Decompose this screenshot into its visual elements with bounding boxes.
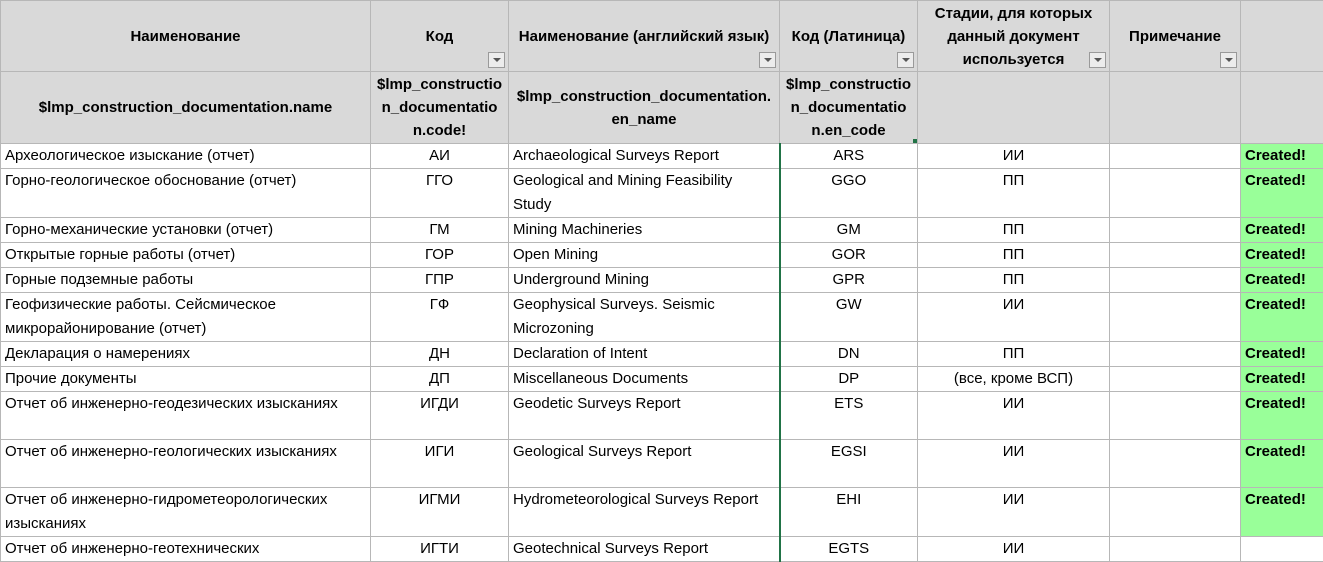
cell-code[interactable]: ГГО: [371, 169, 509, 218]
cell-status[interactable]: Created!: [1241, 488, 1323, 537]
cell-en-code[interactable]: EGSI: [780, 440, 918, 488]
filter-dropdown-icon[interactable]: [759, 52, 776, 68]
cell-en-name[interactable]: Geological Surveys Report: [509, 440, 780, 488]
table-row: [1, 392, 1323, 440]
cell-status[interactable]: [1241, 537, 1323, 562]
field-code-label: $lmp_construction_documentation.code!: [377, 76, 502, 139]
field-row: [1, 72, 1323, 144]
cell-code[interactable]: ГПР: [371, 268, 509, 293]
cell-status[interactable]: Created!: [1241, 367, 1323, 392]
cell-note[interactable]: [1110, 243, 1241, 268]
cell-note[interactable]: [1110, 169, 1241, 218]
cell-note[interactable]: [1110, 218, 1241, 243]
cell-name[interactable]: Отчет об инженерно-геологических изысканиях: [1, 440, 371, 488]
cell-status[interactable]: Created!: [1241, 268, 1323, 293]
table-row: [1, 243, 1323, 268]
cell-name[interactable]: Горно-механические установки (отчет): [1, 218, 371, 243]
header-stages-label: Стадии, для которых данный документ используется: [935, 5, 1093, 68]
cell-en-code[interactable]: DP: [780, 367, 918, 392]
cell-en-code[interactable]: EHI: [780, 488, 918, 537]
field-note[interactable]: [1110, 72, 1241, 144]
cell-name[interactable]: Открытые горные работы (отчет): [1, 243, 371, 268]
header-note[interactable]: [1110, 1, 1241, 72]
table-row: [1, 268, 1323, 293]
field-stages[interactable]: [918, 72, 1110, 144]
cell-stage[interactable]: ИИ: [918, 537, 1110, 562]
cell-stage[interactable]: ИИ: [918, 293, 1110, 342]
table-row: [1, 293, 1323, 342]
table-row: [1, 169, 1323, 218]
cell-status[interactable]: Created!: [1241, 440, 1323, 488]
cell-status[interactable]: Created!: [1241, 243, 1323, 268]
header-code[interactable]: [371, 1, 509, 72]
table-row: [1, 218, 1323, 243]
cell-status[interactable]: Created!: [1241, 169, 1323, 218]
cell-stage[interactable]: ИИ: [918, 488, 1110, 537]
cell-en-name[interactable]: Geodetic Surveys Report: [509, 392, 780, 440]
cell-note[interactable]: [1110, 537, 1241, 562]
header-stages[interactable]: [918, 1, 1110, 72]
cell-stage[interactable]: (все, кроме ВСП): [918, 367, 1110, 392]
header-en-code-label: Код (Латиница): [792, 28, 906, 45]
filter-dropdown-icon[interactable]: [1220, 52, 1237, 68]
cell-note[interactable]: [1110, 440, 1241, 488]
cell-en-code[interactable]: GGO: [780, 169, 918, 218]
cell-code[interactable]: ГОР: [371, 243, 509, 268]
cell-en-name[interactable]: Open Mining: [509, 243, 780, 268]
cell-status[interactable]: Created!: [1241, 144, 1323, 169]
field-en-code-label: $lmp_construction_documentation.en_code: [786, 76, 911, 139]
cell-name[interactable]: Археологическое изыскание (отчет): [1, 144, 371, 169]
table-row: [1, 342, 1323, 367]
cell-stage[interactable]: ИИ: [918, 392, 1110, 440]
header-name[interactable]: [1, 1, 371, 72]
cell-en-name[interactable]: Mining Machineries: [509, 218, 780, 243]
cell-name[interactable]: Отчет об инженерно-геодезических изысканиях: [1, 392, 371, 440]
cell-note[interactable]: [1110, 342, 1241, 367]
header-name-label: Наименование: [130, 28, 240, 45]
cell-en-name[interactable]: Geotechnical Surveys Report: [509, 537, 780, 562]
field-status[interactable]: [1241, 72, 1323, 144]
header-code-label: Код: [426, 28, 454, 45]
table-row: [1, 144, 1323, 169]
cell-status[interactable]: Created!: [1241, 293, 1323, 342]
cell-stage[interactable]: ПП: [918, 169, 1110, 218]
table-row: [1, 440, 1323, 488]
cell-code[interactable]: ДП: [371, 367, 509, 392]
cell-stage[interactable]: ПП: [918, 342, 1110, 367]
header-row: [1, 1, 1323, 72]
cell-en-code[interactable]: GM: [780, 218, 918, 243]
cell-en-name[interactable]: Hydrometeorological Surveys Report: [509, 488, 780, 537]
field-name[interactable]: [1, 72, 371, 144]
cell-en-code[interactable]: EGTS: [780, 537, 918, 562]
cell-en-code[interactable]: ARS: [780, 144, 918, 169]
cell-en-name[interactable]: Geophysical Surveys. Seismic Microzoning: [509, 293, 780, 342]
cell-stage[interactable]: ПП: [918, 243, 1110, 268]
cell-note[interactable]: [1110, 392, 1241, 440]
cell-en-name[interactable]: Underground Mining: [509, 268, 780, 293]
cell-status[interactable]: Created!: [1241, 218, 1323, 243]
cell-en-name[interactable]: Geological and Mining Feasibility Study: [509, 169, 780, 218]
cell-status[interactable]: Created!: [1241, 342, 1323, 367]
field-code[interactable]: [371, 72, 509, 144]
cell-en-name[interactable]: Archaeological Surveys Report: [509, 144, 780, 169]
cell-en-code[interactable]: GOR: [780, 243, 918, 268]
cell-note[interactable]: [1110, 488, 1241, 537]
cell-stage[interactable]: ИИ: [918, 144, 1110, 169]
cell-name[interactable]: Декларация о намерениях: [1, 342, 371, 367]
cell-en-name[interactable]: Declaration of Intent: [509, 342, 780, 367]
filter-dropdown-icon[interactable]: [1089, 52, 1106, 68]
cell-code[interactable]: ГФ: [371, 293, 509, 342]
cell-code[interactable]: ИГТИ: [371, 537, 509, 562]
header-en-name-label: Наименование (английский язык): [519, 28, 769, 45]
cell-code[interactable]: ИГДИ: [371, 392, 509, 440]
cell-name[interactable]: Отчет об инженерно-гидрометеорологических изысканиях: [1, 488, 371, 537]
cell-note[interactable]: [1110, 144, 1241, 169]
table-row: [1, 367, 1323, 392]
cell-name[interactable]: Горно-геологическое обоснование (отчет): [1, 169, 371, 218]
cell-en-code[interactable]: ETS: [780, 392, 918, 440]
cell-stage[interactable]: ИИ: [918, 440, 1110, 488]
field-en-code[interactable]: [780, 72, 918, 144]
cell-en-name[interactable]: Miscellaneous Documents: [509, 367, 780, 392]
field-en-name-label: $lmp_construction_documentation.en_name: [517, 88, 771, 128]
cell-en-code[interactable]: GW: [780, 293, 918, 342]
cell-code[interactable]: АИ: [371, 144, 509, 169]
cell-code[interactable]: ИГИ: [371, 440, 509, 488]
cell-note[interactable]: [1110, 367, 1241, 392]
header-en-code[interactable]: [780, 1, 918, 72]
cell-name[interactable]: Геофизические работы. Сейсмическое микрорайонирование (отчет): [1, 293, 371, 342]
cell-stage[interactable]: ПП: [918, 218, 1110, 243]
cell-en-code[interactable]: DN: [780, 342, 918, 367]
cell-note[interactable]: [1110, 268, 1241, 293]
cell-note[interactable]: [1110, 293, 1241, 342]
table-row: [1, 488, 1323, 537]
cell-status[interactable]: Created!: [1241, 392, 1323, 440]
header-note-label: Примечание: [1129, 28, 1221, 45]
cell-name[interactable]: Прочие документы: [1, 367, 371, 392]
header-en-name[interactable]: [509, 1, 780, 72]
filter-dropdown-icon[interactable]: [897, 52, 914, 68]
cell-name[interactable]: Отчет об инженерно-геотехнических: [1, 537, 371, 562]
header-status[interactable]: [1241, 1, 1323, 72]
field-en-name[interactable]: [509, 72, 780, 144]
table-row: [1, 537, 1323, 562]
cell-code[interactable]: ДН: [371, 342, 509, 367]
cell-code[interactable]: ГМ: [371, 218, 509, 243]
cell-en-code[interactable]: GPR: [780, 268, 918, 293]
field-name-label: $lmp_construction_documentation.name: [39, 99, 332, 116]
cell-code[interactable]: ИГМИ: [371, 488, 509, 537]
filter-dropdown-icon[interactable]: [488, 52, 505, 68]
cell-stage[interactable]: ПП: [918, 268, 1110, 293]
cell-name[interactable]: Горные подземные работы: [1, 268, 371, 293]
